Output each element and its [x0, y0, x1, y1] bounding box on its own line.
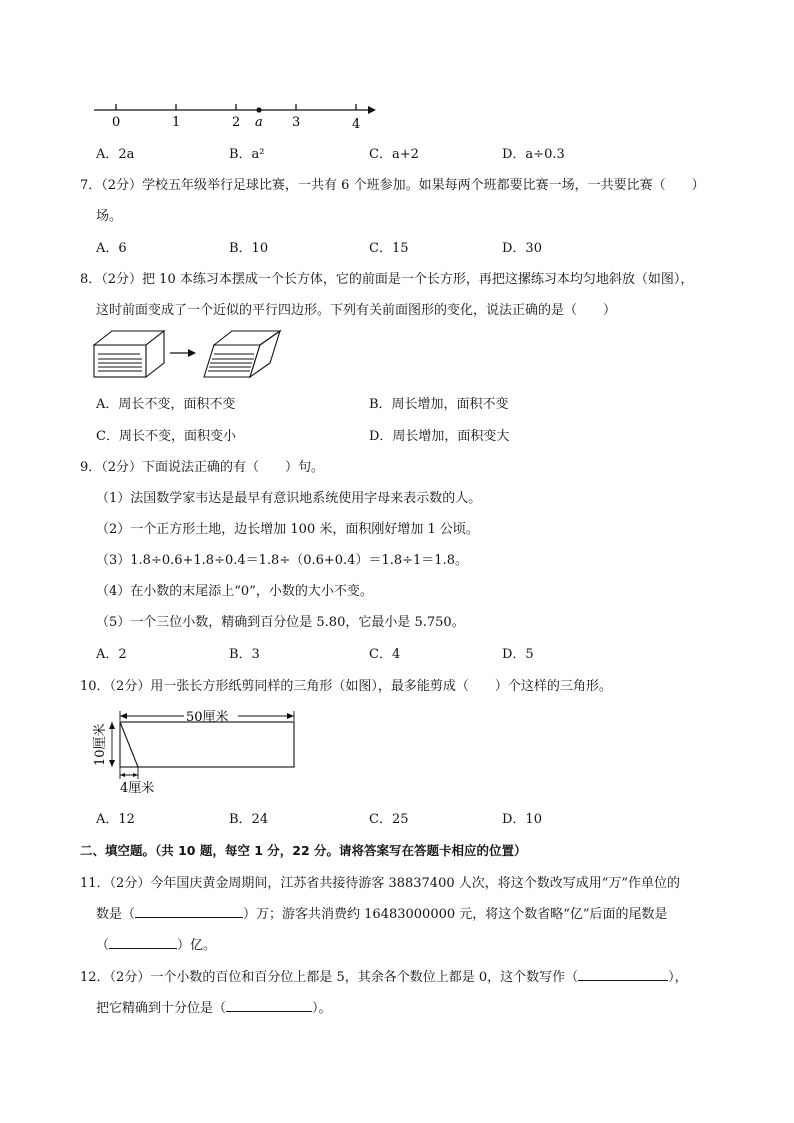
q12-question-line-1: [80, 966, 688, 985]
height-label: 10厘米: [93, 723, 108, 766]
q12-line2-suffix: ）。: [312, 1001, 332, 1016]
paper-triangle-figure: [88, 703, 308, 799]
q8-question-line-2: 这时前面变成了一个近似的平行四边形。下列有关前面图形的变化，说法正确的是（ ）: [96, 303, 617, 318]
q9-option-b: B．3: [229, 647, 260, 662]
q9-option-d: D．5: [502, 647, 534, 662]
q8-option-d: D．周长增加，面积变大: [369, 429, 510, 444]
notebook-stack-figure: [90, 325, 310, 383]
q10-option-c: C．25: [369, 812, 409, 827]
tick-label-0: 0: [112, 115, 121, 130]
q12-question-line-2: [96, 997, 332, 1016]
tick-label-3: 3: [292, 115, 301, 130]
q7-question-line-1: 7．（2分）学校五年级举行足球比赛，一共有 6 个班参加。如果每两个班都要比赛一场，一共要比赛（ ）: [80, 178, 705, 193]
q11-question-line-3: [96, 934, 216, 953]
q8-question-line-1: 8．（2分）把 10 本练习本摆成一个长方体，它的前面是一个长方形，再把这摞练习本均匀地斜放（如图），: [80, 272, 694, 287]
q6-option-d: D．a÷0.3: [502, 147, 565, 162]
q8-option-a: A．周长不变，面积不变: [96, 397, 236, 412]
q6-option-b: B．a²: [229, 147, 265, 162]
q11-line2-suffix: ）万；游客共消费约 16483000000 元，将这个数省略“亿”后面的尾数是: [243, 907, 668, 922]
q7-question-line-2: 场。: [96, 209, 123, 224]
q8-option-b: B．周长增加，面积不变: [369, 397, 509, 412]
section-2-heading: 二、填空题。（共 10 题，每空 1 分，22 分。请将答案写在答题卡相应的位置）: [80, 843, 527, 858]
q7-option-a: A．6: [96, 241, 127, 256]
q8-option-c: C．周长不变，面积变小: [96, 429, 236, 444]
tick-label-1: 1: [172, 115, 181, 130]
number-line-figure: [88, 98, 388, 134]
q9-statement-4: （4）在小数的末尾添上“0”，小数的大小不变。: [96, 584, 373, 599]
q7-option-d: D．30: [502, 241, 542, 256]
q9-question-title: 9．（2分）下面说法正确的有（ ）句。: [80, 460, 325, 475]
length-label: 50厘米: [186, 710, 229, 725]
q9-statement-1: （1）法国数学家韦达是最早有意识地系统使用字母来表示数的人。: [96, 491, 482, 506]
q11-question-line-1: 11．（2分）今年国庆黄金周期间，江苏省共接待游客 38837400 人次，将这个数改写成用“万”作单位的: [80, 876, 681, 891]
q9-statement-2: （2）一个正方形土地，边长增加 100 米，面积刚好增加 1 公顷。: [96, 522, 479, 537]
q11-line3-prefix: （: [96, 938, 110, 953]
q9-option-c: C．4: [369, 647, 401, 662]
q11-line2-prefix: 数是（: [96, 907, 136, 922]
q12-line1-suffix: ），: [668, 970, 688, 985]
q10-question-title: 10．（2分）用一张长方形纸剪同样的三角形（如图），最多能剪成（ ）个这样的三角形。: [80, 679, 612, 694]
q9-statement-3: （3）1.8÷0.6+1.8÷0.4＝1.8÷（0.6+0.4）＝1.8÷1＝1.8。: [96, 553, 468, 568]
q12-line1-prefix: 12．（2分）一个小数的百位和百分位上都是 5，其余各个数位上都是 0，这个数写作（: [80, 970, 579, 985]
q12-answer-blank-1[interactable]: [578, 967, 668, 981]
q10-option-a: A．12: [96, 812, 135, 827]
tick-label-4: 4: [352, 117, 361, 132]
q6-option-c: C．a+2: [369, 147, 419, 162]
q9-statement-5: （5）一个三位小数，精确到百分位是 5.80，它最小是 5.750。: [96, 615, 465, 630]
q7-option-b: B．10: [229, 241, 269, 256]
q11-line3-suffix: ）亿。: [177, 938, 217, 953]
q6-option-a: A．2a: [96, 147, 135, 162]
q12-answer-blank-2[interactable]: [226, 998, 312, 1012]
q12-line2-prefix: 把它精确到十分位是（: [96, 1001, 227, 1016]
q11-answer-blank-2[interactable]: [109, 935, 177, 949]
q10-option-d: D．10: [502, 812, 542, 827]
tick-label-2: 2: [232, 115, 241, 130]
q10-option-b: B．24: [229, 812, 269, 827]
base-label: 4厘米: [120, 781, 155, 796]
q11-question-line-2: [96, 903, 668, 922]
q11-answer-blank-1[interactable]: [135, 904, 243, 918]
point-label-a: a: [255, 115, 263, 130]
point-a-marker: [256, 107, 261, 112]
q9-option-a: A．2: [96, 647, 127, 662]
q7-option-c: C．15: [369, 241, 409, 256]
